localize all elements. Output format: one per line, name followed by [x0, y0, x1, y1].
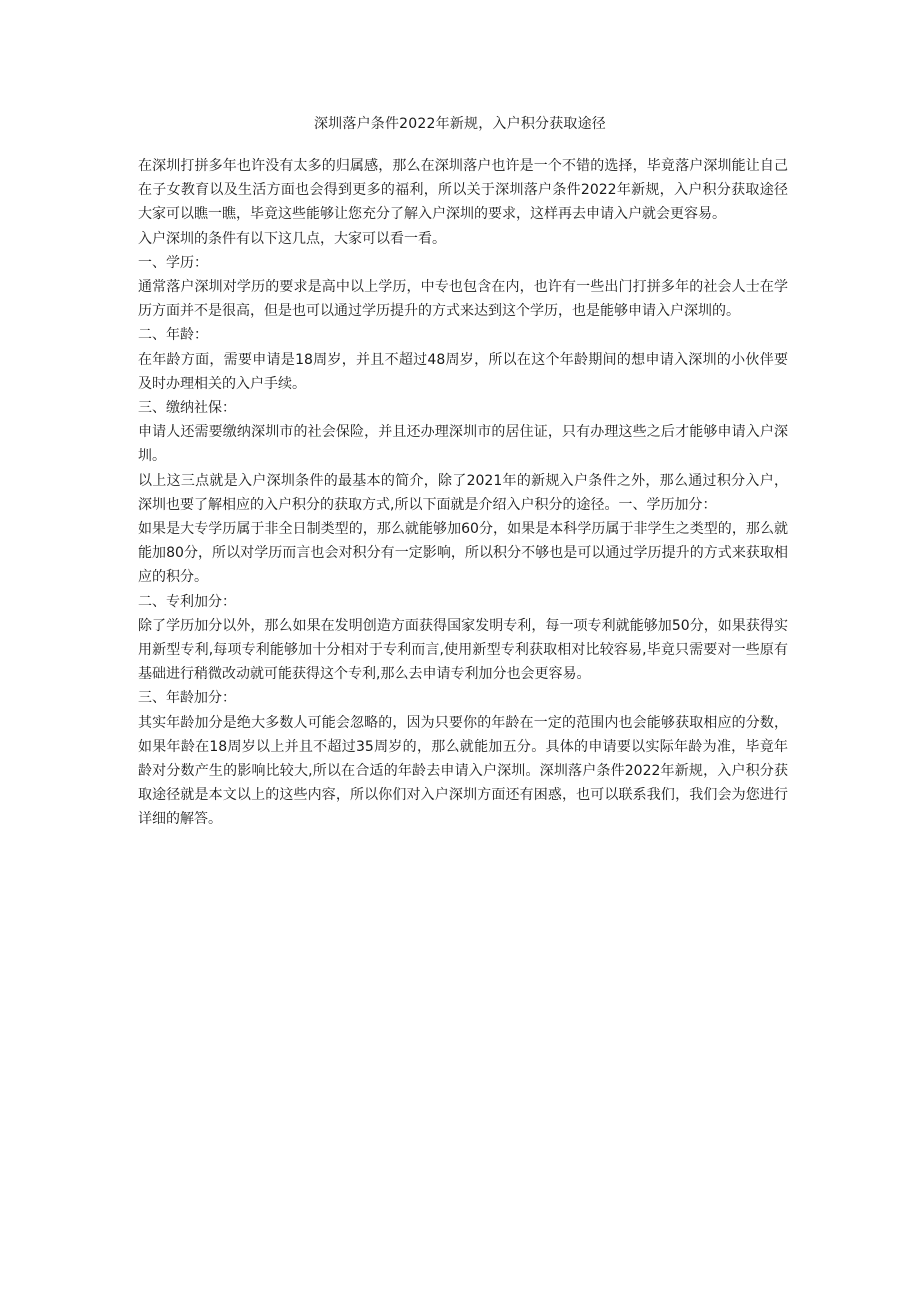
education-paragraph: 通常落户深圳对学历的要求是高中以上学历，中专也包含在内，也许有一些出门打拼多年的社会人士在学历方面并不是很高，但是也可以通过学历提升的方式来达到这个学历，也是能够申请入户深圳的。 [138, 279, 788, 320]
social-insurance-paragraph: 申请人还需要缴纳深圳市的社会保险，并且还办理深圳市的居住证，只有办理这些之后才能够申请入户深圳。 [138, 424, 788, 465]
age-points-paragraph: 其实年龄加分是绝大多数人可能会忽略的，因为只要你的年龄在一定的范围内也会能够获取相应的分数，如果年龄在18周岁以上并且不超过35周岁的，那么就能加五分。具体的申请要以实际年龄为准，毕竟年龄对分数产生的影响比较大,所以在合适的年龄去申请入户深圳。深圳落户条件2022年新规，入户积分获取途径就是本文以上的这些内容，所以你们对入户深圳方面还有困惑，也可以联系我们，我们会为您进行详细的解答。 [138, 714, 788, 828]
section-heading-age-points: 三、年龄加分： [138, 690, 236, 707]
points-intro-paragraph: 以上这三点就是入户深圳条件的最基本的简介，除了2021年的新规入户条件之外，那么通过积分入户，深圳也要了解相应的入户积分的获取方式,所以下面就是介绍入户积分的途径。一、学历加分： [138, 472, 788, 513]
section-heading-education: 一、学历： [138, 254, 208, 271]
intro-paragraph: 在深圳打拼多年也许没有太多的归属感，那么在深圳落户也许是一个不错的选择，毕竟落户深圳能让自己在子女教育以及生活方面也会得到更多的福利，所以关于深圳落户条件2022年新规，入户积分获取途径大家可以瞧一瞧，毕竟这些能够让您充分了解入户深圳的要求，这样再去申请入户就会更容易。 [138, 158, 788, 223]
education-points-paragraph: 如果是大专学历属于非全日制类型的，那么就能够加60分，如果是本科学历属于非学生之类型的，那么就能加80分，所以对学历而言也会对积分有一定影响，所以积分不够也是可以通过学历提升的方式来获取相应的积分。 [138, 521, 788, 586]
section-heading-social-insurance: 三、缴纳社保： [138, 400, 236, 417]
conditions-lead-paragraph: 入户深圳的条件有以下这几点，大家可以看一看。 [138, 230, 446, 247]
section-heading-age: 二、年龄： [138, 327, 208, 344]
document-title: 深圳落户条件2022年新规，入户积分获取途径 [313, 116, 607, 132]
document-body [138, 154, 788, 832]
age-paragraph: 在年龄方面，需要申请是18周岁，并且不超过48周岁，所以在这个年龄期间的想申请入深圳的小伙伴要及时办理相关的入户手续。 [138, 351, 788, 392]
section-heading-patent-points: 二、专利加分： [138, 593, 236, 610]
patent-points-paragraph: 除了学历加分以外，那么如果在发明创造方面获得国家发明专利，每一项专利就能够加50分，如果获得实用新型专利,每项专利能够加十分相对于专利而言,使用新型专利获取相对比较容易,毕竟只需要对一些原有基础进行稍微改动就可能获得这个专利,那么去申请专利加分也会更容易。 [138, 617, 788, 683]
